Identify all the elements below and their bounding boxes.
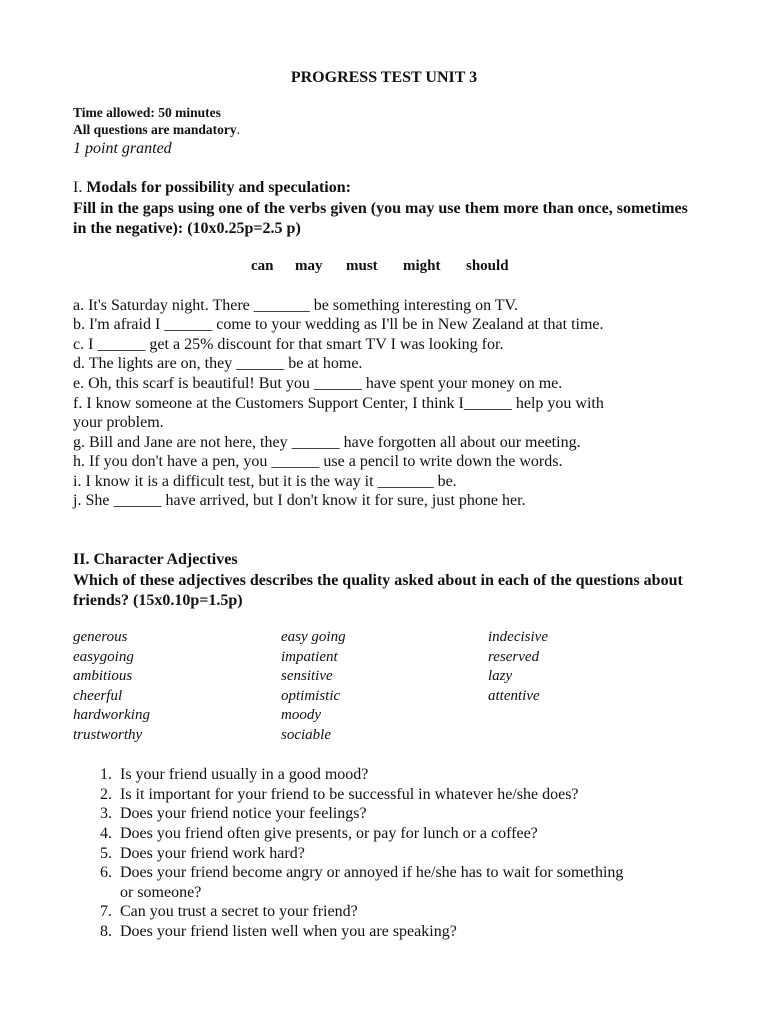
- verb-must: must: [346, 258, 378, 274]
- question-text: Is it important for your friend to be successful in whatever he/she does?: [120, 786, 579, 803]
- adjective: indecisive: [488, 629, 548, 645]
- adjective: ambitious: [73, 668, 133, 684]
- adjective: attentive: [488, 688, 540, 704]
- question-text: Does you friend often give presents, or pay for lunch or a coffee?: [120, 825, 538, 842]
- question-number: 7.: [100, 903, 112, 920]
- question-text: Does your friend listen well when you are speaking?: [120, 923, 457, 940]
- question-number: 4.: [100, 825, 112, 842]
- verb-may: may: [295, 258, 323, 274]
- adjective: cheerful: [73, 688, 123, 704]
- adjective: moody: [281, 707, 321, 723]
- section2-heading: II. Character Adjectives: [73, 551, 238, 568]
- sentence-c: c. I ______ get a 25% discount for that smart TV I was looking for.: [73, 336, 504, 353]
- sentence-i: i. I know it is a difficult test, but it is the way it _______ be.: [73, 473, 457, 490]
- question-number: 6.: [100, 864, 112, 881]
- question-number: 8.: [100, 923, 112, 940]
- section1-title: Modals for possibility and speculation:: [86, 179, 351, 196]
- sentence-h: h. If you don't have a pen, you ______ use a pencil to write down the words.: [73, 453, 563, 470]
- sentence-f: f. I know someone at the Customers Support Center, I think I______ help you with: [73, 395, 604, 412]
- mandatory-text: All questions are mandatory: [73, 122, 237, 137]
- sentence-f-continued: your problem.: [73, 414, 164, 431]
- section1-number: I.: [73, 179, 83, 196]
- page-title: PROGRESS TEST UNIT 3: [290, 69, 478, 86]
- adjective: sociable: [281, 727, 331, 743]
- adjective: optimistic: [281, 688, 341, 704]
- sentence-d: d. The lights are on, they ______ be at home.: [73, 355, 363, 372]
- question-number: 1.: [100, 766, 112, 783]
- verb-can: can: [251, 258, 274, 274]
- adjective: generous: [73, 629, 128, 645]
- time-allowed: Time allowed: 50 minutes: [73, 105, 221, 120]
- adjective: trustworthy: [73, 727, 143, 743]
- adjective: reserved: [488, 649, 540, 665]
- adjective: sensitive: [281, 668, 333, 684]
- adjective: lazy: [488, 668, 513, 684]
- question-text: Is your friend usually in a good mood?: [120, 766, 369, 783]
- question-number: 3.: [100, 805, 112, 822]
- question-number: 2.: [100, 786, 112, 803]
- sentence-j: j. She ______ have arrived, but I don't know it for sure, just phone her.: [73, 492, 526, 509]
- adjective: impatient: [281, 649, 338, 665]
- section1-heading: [73, 179, 351, 197]
- question-text: Does your friend notice your feelings?: [120, 805, 367, 822]
- question-number: 5.: [100, 845, 112, 862]
- sentence-a: a. It's Saturday night. There _______ be something interesting on TV.: [73, 297, 519, 314]
- sentence-g: g. Bill and Jane are not here, they ______ have forgotten all about our meeting.: [73, 434, 581, 451]
- sentence-e: e. Oh, this scarf is beautiful! But you ______ have spent your money on me.: [73, 375, 563, 392]
- adjective: easy going: [281, 629, 346, 645]
- section2-instruction: Which of these adjectives describes the quality asked about in each of the questions about friends? (15x0.10p=1.5p): [73, 572, 683, 609]
- question-text: Does your friend become angry or annoyed if he/she has to wait for something: [120, 864, 624, 881]
- mandatory-note: All questions are mandatory.: [73, 122, 241, 137]
- adjective: hardworking: [73, 707, 150, 723]
- question-text: Does your friend work hard?: [120, 845, 305, 862]
- point-granted: 1 point granted: [73, 140, 172, 157]
- sentence-b: b. I'm afraid I ______ come to your wedding as I'll be in New Zealand at that time.: [73, 316, 604, 333]
- question-text: Can you trust a secret to your friend?: [120, 903, 358, 920]
- section1-instruction: Fill in the gaps using one of the verbs given (you may use them more than once, sometimes in the negative): (10x0.25p=2.5 p): [73, 200, 688, 237]
- adjective: easygoing: [73, 649, 134, 665]
- verb-might: might: [403, 258, 441, 274]
- question-text-continued: or someone?: [120, 884, 202, 901]
- verb-should: should: [466, 258, 509, 274]
